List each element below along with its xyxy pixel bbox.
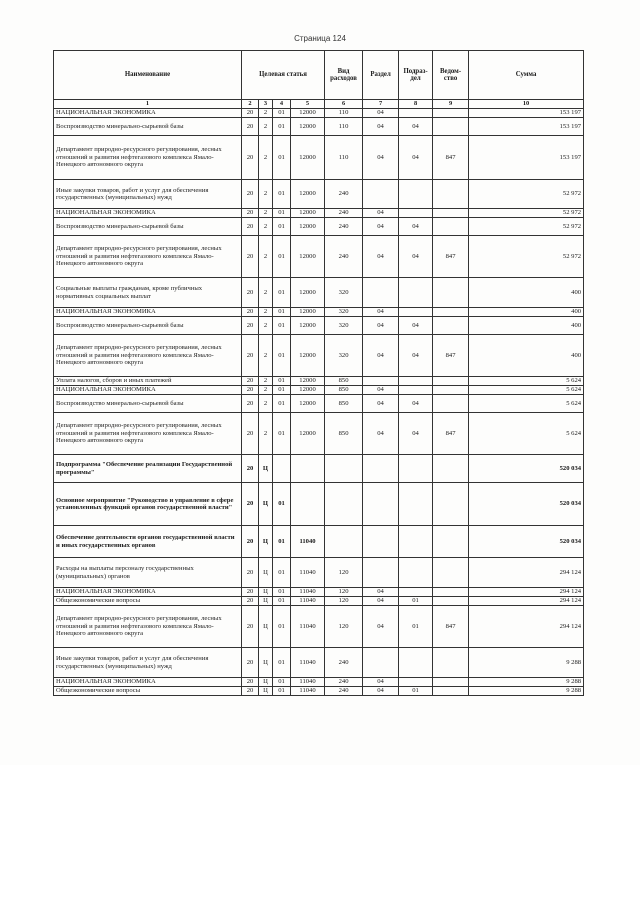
- row-name: Основное мероприятие "Руководство и управление в сфере установленных функций органов государственной власти": [54, 483, 242, 526]
- row-subsection: [399, 648, 433, 678]
- row-expense-type: 120: [325, 597, 363, 606]
- row-department: [433, 308, 469, 317]
- table-row: [54, 687, 584, 696]
- row-code-subprogram: Ц: [259, 483, 273, 526]
- row-subsection: [399, 455, 433, 483]
- row-section: 04: [363, 136, 399, 180]
- row-sum: 52 972: [469, 209, 584, 218]
- row-code-event: 01: [273, 648, 291, 678]
- row-code-event: 01: [273, 136, 291, 180]
- row-subsection: [399, 558, 433, 588]
- row-sum: 294 124: [469, 588, 584, 597]
- row-sum: 9 288: [469, 687, 584, 696]
- row-subsection: 04: [399, 218, 433, 236]
- row-expense-type: [325, 455, 363, 483]
- table-row: [54, 377, 584, 386]
- row-expense-type: 850: [325, 395, 363, 413]
- row-section: [363, 377, 399, 386]
- row-name: Обеспечение деятельности органов государственной власти и иных государственных органов: [54, 526, 242, 558]
- row-department: [433, 483, 469, 526]
- row-sum: 9 288: [469, 648, 584, 678]
- row-code-direction: 12000: [291, 109, 325, 118]
- row-code-subprogram: 2: [259, 395, 273, 413]
- table-row: [54, 308, 584, 317]
- row-code-subprogram: 2: [259, 136, 273, 180]
- row-code-direction: 11040: [291, 558, 325, 588]
- row-department: [433, 678, 469, 687]
- row-sum: 5 624: [469, 386, 584, 395]
- row-subsection: [399, 209, 433, 218]
- row-subsection: [399, 308, 433, 317]
- row-subsection: 01: [399, 606, 433, 648]
- row-code-event: 01: [273, 386, 291, 395]
- row-code-program: 20: [242, 180, 259, 209]
- table-row: [54, 413, 584, 455]
- column-number: 9: [433, 100, 469, 109]
- row-code-direction: 12000: [291, 218, 325, 236]
- row-sum: 52 972: [469, 180, 584, 209]
- row-section: 04: [363, 209, 399, 218]
- row-department: 847: [433, 136, 469, 180]
- table-row: [54, 335, 584, 377]
- row-code-program: 20: [242, 606, 259, 648]
- row-code-program: 20: [242, 335, 259, 377]
- row-expense-type: 110: [325, 109, 363, 118]
- row-subsection: [399, 526, 433, 558]
- row-code-program: 20: [242, 209, 259, 218]
- table-header-row: [54, 51, 584, 100]
- row-sum: 520 034: [469, 526, 584, 558]
- row-code-event: 01: [273, 413, 291, 455]
- row-code-direction: 11040: [291, 526, 325, 558]
- row-section: 04: [363, 588, 399, 597]
- row-subsection: [399, 386, 433, 395]
- row-code-subprogram: Ц: [259, 597, 273, 606]
- row-code-event: 01: [273, 526, 291, 558]
- row-code-subprogram: Ц: [259, 648, 273, 678]
- row-expense-type: 240: [325, 678, 363, 687]
- row-name: Департамент природно-ресурсного регулирования, лесных отношений и развития нефтегазового комплекса Ямало-Ненецкого автономного округа: [54, 606, 242, 648]
- row-name: Уплата налогов, сборов и иных платежей: [54, 377, 242, 386]
- row-code-subprogram: 2: [259, 317, 273, 335]
- row-section: 04: [363, 386, 399, 395]
- row-name: Воспроизводство минерально-сырьевой базы: [54, 395, 242, 413]
- row-name: Общеэкономические вопросы: [54, 687, 242, 696]
- row-department: [433, 278, 469, 308]
- column-number: 1: [54, 100, 242, 109]
- row-department: 847: [433, 335, 469, 377]
- row-department: [433, 180, 469, 209]
- row-expense-type: 240: [325, 180, 363, 209]
- table-row: [54, 395, 584, 413]
- table-row: [54, 278, 584, 308]
- table-row: [54, 180, 584, 209]
- row-section: 04: [363, 597, 399, 606]
- row-code-event: 01: [273, 395, 291, 413]
- row-section: [363, 180, 399, 209]
- header-section: Раздел: [363, 51, 399, 100]
- row-section: 04: [363, 236, 399, 278]
- row-code-subprogram: Ц: [259, 678, 273, 687]
- row-code-program: 20: [242, 483, 259, 526]
- row-code-program: 20: [242, 558, 259, 588]
- row-code-program: 20: [242, 109, 259, 118]
- header-sum: Сумма: [469, 51, 584, 100]
- row-code-subprogram: Ц: [259, 687, 273, 696]
- row-code-direction: 11040: [291, 606, 325, 648]
- row-expense-type: 120: [325, 558, 363, 588]
- row-department: [433, 218, 469, 236]
- row-department: [433, 209, 469, 218]
- row-name: Воспроизводство минерально-сырьевой базы: [54, 317, 242, 335]
- row-sum: 294 124: [469, 558, 584, 588]
- row-code-program: 20: [242, 377, 259, 386]
- row-code-event: [273, 455, 291, 483]
- row-code-event: 01: [273, 678, 291, 687]
- table-row: [54, 558, 584, 588]
- row-code-direction: 12000: [291, 136, 325, 180]
- row-sum: 52 972: [469, 236, 584, 278]
- row-department: [433, 317, 469, 335]
- row-code-direction: 11040: [291, 648, 325, 678]
- row-sum: 153 197: [469, 118, 584, 136]
- row-code-program: 20: [242, 588, 259, 597]
- row-code-direction: 12000: [291, 377, 325, 386]
- row-section: 04: [363, 218, 399, 236]
- row-sum: 520 034: [469, 483, 584, 526]
- header-expense-type: Вид расходов: [325, 51, 363, 100]
- row-expense-type: 850: [325, 377, 363, 386]
- column-number: 3: [259, 100, 273, 109]
- table-row: [54, 218, 584, 236]
- row-code-event: 01: [273, 236, 291, 278]
- row-section: [363, 483, 399, 526]
- row-section: 04: [363, 308, 399, 317]
- table-row: [54, 588, 584, 597]
- row-code-direction: [291, 455, 325, 483]
- row-subsection: 04: [399, 335, 433, 377]
- row-subsection: 04: [399, 413, 433, 455]
- row-code-direction: [291, 483, 325, 526]
- row-code-event: 01: [273, 209, 291, 218]
- row-code-event: 01: [273, 317, 291, 335]
- row-code-subprogram: Ц: [259, 606, 273, 648]
- row-name: Воспроизводство минерально-сырьевой базы: [54, 118, 242, 136]
- row-subsection: 04: [399, 136, 433, 180]
- row-name: Департамент природно-ресурсного регулирования, лесных отношений и развития нефтегазового комплекса Ямало-Ненецкого автономного округа: [54, 335, 242, 377]
- row-code-subprogram: 2: [259, 109, 273, 118]
- row-code-event: 01: [273, 558, 291, 588]
- row-department: [433, 109, 469, 118]
- row-name: НАЦИОНАЛЬНАЯ ЭКОНОМИКА: [54, 308, 242, 317]
- table-row: [54, 597, 584, 606]
- row-expense-type: [325, 526, 363, 558]
- column-number: 8: [399, 100, 433, 109]
- table-row: [54, 606, 584, 648]
- table-row: [54, 136, 584, 180]
- page-number-label: Страница 124: [294, 34, 346, 43]
- row-code-event: 01: [273, 278, 291, 308]
- table-row: [54, 455, 584, 483]
- row-name: Общеэкономические вопросы: [54, 597, 242, 606]
- row-code-subprogram: 2: [259, 180, 273, 209]
- table-row: [54, 317, 584, 335]
- row-section: [363, 526, 399, 558]
- column-number: 4: [273, 100, 291, 109]
- row-sum: 294 124: [469, 606, 584, 648]
- row-subsection: 01: [399, 687, 433, 696]
- row-expense-type: 120: [325, 588, 363, 597]
- header-name: Наименование: [54, 51, 242, 100]
- table-row: [54, 648, 584, 678]
- row-code-program: 20: [242, 455, 259, 483]
- row-code-direction: 12000: [291, 180, 325, 209]
- row-sum: 400: [469, 308, 584, 317]
- row-code-program: 20: [242, 687, 259, 696]
- row-name: Подпрограмма "Обеспечение реализации Государственной программы": [54, 455, 242, 483]
- row-code-event: 01: [273, 180, 291, 209]
- row-code-program: 20: [242, 236, 259, 278]
- row-code-event: 01: [273, 377, 291, 386]
- row-sum: 400: [469, 335, 584, 377]
- row-code-subprogram: 2: [259, 278, 273, 308]
- row-code-program: 20: [242, 218, 259, 236]
- row-sum: 153 197: [469, 136, 584, 180]
- row-code-event: 01: [273, 335, 291, 377]
- row-expense-type: 320: [325, 335, 363, 377]
- row-department: [433, 597, 469, 606]
- row-department: 847: [433, 236, 469, 278]
- row-subsection: [399, 180, 433, 209]
- row-sum: 400: [469, 317, 584, 335]
- row-code-subprogram: Ц: [259, 588, 273, 597]
- row-subsection: [399, 588, 433, 597]
- column-number: 5: [291, 100, 325, 109]
- row-code-direction: 11040: [291, 678, 325, 687]
- row-expense-type: 320: [325, 317, 363, 335]
- row-section: 04: [363, 109, 399, 118]
- row-code-direction: 11040: [291, 687, 325, 696]
- row-code-program: 20: [242, 678, 259, 687]
- row-name: НАЦИОНАЛЬНАЯ ЭКОНОМИКА: [54, 109, 242, 118]
- row-name: НАЦИОНАЛЬНАЯ ЭКОНОМИКА: [54, 588, 242, 597]
- row-code-program: 20: [242, 136, 259, 180]
- row-expense-type: 240: [325, 218, 363, 236]
- table-row: [54, 483, 584, 526]
- row-code-direction: 12000: [291, 209, 325, 218]
- row-name: Социальные выплаты гражданам, кроме публичных нормативных социальных выплат: [54, 278, 242, 308]
- row-code-direction: 12000: [291, 386, 325, 395]
- row-expense-type: 320: [325, 308, 363, 317]
- row-code-subprogram: 2: [259, 377, 273, 386]
- row-name: Иные закупки товаров, работ и услуг для обеспечения государственных (муниципальных) нужд: [54, 648, 242, 678]
- row-section: 04: [363, 335, 399, 377]
- row-code-direction: 12000: [291, 413, 325, 455]
- row-code-program: 20: [242, 386, 259, 395]
- row-code-program: 20: [242, 597, 259, 606]
- row-department: [433, 558, 469, 588]
- table-row: [54, 386, 584, 395]
- row-section: 04: [363, 118, 399, 136]
- row-code-direction: 11040: [291, 597, 325, 606]
- row-code-direction: 12000: [291, 335, 325, 377]
- column-number-row: [54, 100, 584, 109]
- row-code-program: 20: [242, 648, 259, 678]
- row-department: 847: [433, 413, 469, 455]
- row-subsection: 01: [399, 597, 433, 606]
- row-code-program: 20: [242, 526, 259, 558]
- row-department: [433, 455, 469, 483]
- row-sum: 52 972: [469, 218, 584, 236]
- row-code-subprogram: 2: [259, 118, 273, 136]
- row-expense-type: 850: [325, 413, 363, 455]
- row-sum: 9 288: [469, 678, 584, 687]
- row-expense-type: 240: [325, 648, 363, 678]
- row-code-direction: 12000: [291, 317, 325, 335]
- row-name: Расходы на выплаты персоналу государственных (муниципальных) органов: [54, 558, 242, 588]
- row-expense-type: 240: [325, 209, 363, 218]
- column-number: 7: [363, 100, 399, 109]
- row-section: 04: [363, 317, 399, 335]
- row-section: [363, 648, 399, 678]
- row-name: НАЦИОНАЛЬНАЯ ЭКОНОМИКА: [54, 209, 242, 218]
- table-row: [54, 118, 584, 136]
- row-code-subprogram: 2: [259, 413, 273, 455]
- row-subsection: [399, 109, 433, 118]
- row-department: 847: [433, 606, 469, 648]
- row-expense-type: [325, 483, 363, 526]
- row-section: [363, 455, 399, 483]
- row-name: Иные закупки товаров, работ и услуг для обеспечения государственных (муниципальных) нужд: [54, 180, 242, 209]
- row-code-event: 01: [273, 687, 291, 696]
- row-code-direction: 12000: [291, 308, 325, 317]
- row-sum: 5 624: [469, 377, 584, 386]
- row-code-subprogram: 2: [259, 335, 273, 377]
- row-code-program: 20: [242, 395, 259, 413]
- row-sum: 520 034: [469, 455, 584, 483]
- row-expense-type: 850: [325, 386, 363, 395]
- row-department: [433, 118, 469, 136]
- row-code-event: 01: [273, 588, 291, 597]
- row-code-direction: 12000: [291, 236, 325, 278]
- column-number: 6: [325, 100, 363, 109]
- row-code-program: 20: [242, 317, 259, 335]
- row-code-event: 01: [273, 308, 291, 317]
- column-number: 2: [242, 100, 259, 109]
- row-name: Департамент природно-ресурсного регулирования, лесных отношений и развития нефтегазового комплекса Ямало-Ненецкого автономного округа: [54, 413, 242, 455]
- row-code-event: 01: [273, 597, 291, 606]
- row-name: НАЦИОНАЛЬНАЯ ЭКОНОМИКА: [54, 386, 242, 395]
- row-expense-type: 110: [325, 136, 363, 180]
- row-subsection: [399, 377, 433, 386]
- row-code-program: 20: [242, 413, 259, 455]
- row-code-subprogram: 2: [259, 386, 273, 395]
- row-section: 04: [363, 413, 399, 455]
- row-department: [433, 377, 469, 386]
- row-code-direction: 12000: [291, 395, 325, 413]
- row-name: Воспроизводство минерально-сырьевой базы: [54, 218, 242, 236]
- row-code-program: 20: [242, 308, 259, 317]
- column-number: 10: [469, 100, 584, 109]
- row-subsection: 04: [399, 236, 433, 278]
- row-code-program: 20: [242, 278, 259, 308]
- row-department: [433, 395, 469, 413]
- row-sum: 153 197: [469, 109, 584, 118]
- row-name: НАЦИОНАЛЬНАЯ ЭКОНОМИКА: [54, 678, 242, 687]
- row-sum: 400: [469, 278, 584, 308]
- row-name: Департамент природно-ресурсного регулирования, лесных отношений и развития нефтегазового комплекса Ямало-Ненецкого автономного округа: [54, 136, 242, 180]
- row-subsection: [399, 678, 433, 687]
- row-expense-type: 320: [325, 278, 363, 308]
- row-code-event: 01: [273, 109, 291, 118]
- row-code-program: 20: [242, 118, 259, 136]
- row-sum: 5 624: [469, 395, 584, 413]
- row-code-subprogram: 2: [259, 218, 273, 236]
- row-code-subprogram: 2: [259, 308, 273, 317]
- row-section: [363, 558, 399, 588]
- table-row: [54, 209, 584, 218]
- header-department: Ведом-ство: [433, 51, 469, 100]
- row-department: [433, 648, 469, 678]
- table-row: [54, 526, 584, 558]
- row-section: 04: [363, 678, 399, 687]
- row-code-event: 01: [273, 118, 291, 136]
- row-subsection: [399, 483, 433, 526]
- row-expense-type: 110: [325, 118, 363, 136]
- row-code-event: 01: [273, 483, 291, 526]
- row-department: [433, 386, 469, 395]
- row-section: 04: [363, 606, 399, 648]
- table-row: [54, 678, 584, 687]
- row-section: [363, 278, 399, 308]
- row-department: [433, 526, 469, 558]
- header-subsection: Подраз-дел: [399, 51, 433, 100]
- table-row: [54, 109, 584, 118]
- row-code-subprogram: Ц: [259, 526, 273, 558]
- row-subsection: [399, 278, 433, 308]
- row-code-direction: 12000: [291, 118, 325, 136]
- row-department: [433, 687, 469, 696]
- row-code-subprogram: Ц: [259, 455, 273, 483]
- row-expense-type: 120: [325, 606, 363, 648]
- row-expense-type: 240: [325, 687, 363, 696]
- row-subsection: 04: [399, 395, 433, 413]
- row-section: 04: [363, 687, 399, 696]
- row-sum: 294 124: [469, 597, 584, 606]
- table-row: [54, 236, 584, 278]
- row-code-subprogram: 2: [259, 209, 273, 218]
- row-section: 04: [363, 395, 399, 413]
- row-code-event: 01: [273, 606, 291, 648]
- row-code-direction: 12000: [291, 278, 325, 308]
- row-name: Департамент природно-ресурсного регулирования, лесных отношений и развития нефтегазового комплекса Ямало-Ненецкого автономного округа: [54, 236, 242, 278]
- row-code-subprogram: Ц: [259, 558, 273, 588]
- row-subsection: 04: [399, 317, 433, 335]
- row-code-subprogram: 2: [259, 236, 273, 278]
- budget-table: [53, 50, 584, 696]
- row-department: [433, 588, 469, 597]
- row-subsection: 04: [399, 118, 433, 136]
- row-expense-type: 240: [325, 236, 363, 278]
- row-sum: 5 624: [469, 413, 584, 455]
- row-code-event: 01: [273, 218, 291, 236]
- header-target-article: Целевая статья: [242, 51, 325, 100]
- row-code-direction: 11040: [291, 588, 325, 597]
